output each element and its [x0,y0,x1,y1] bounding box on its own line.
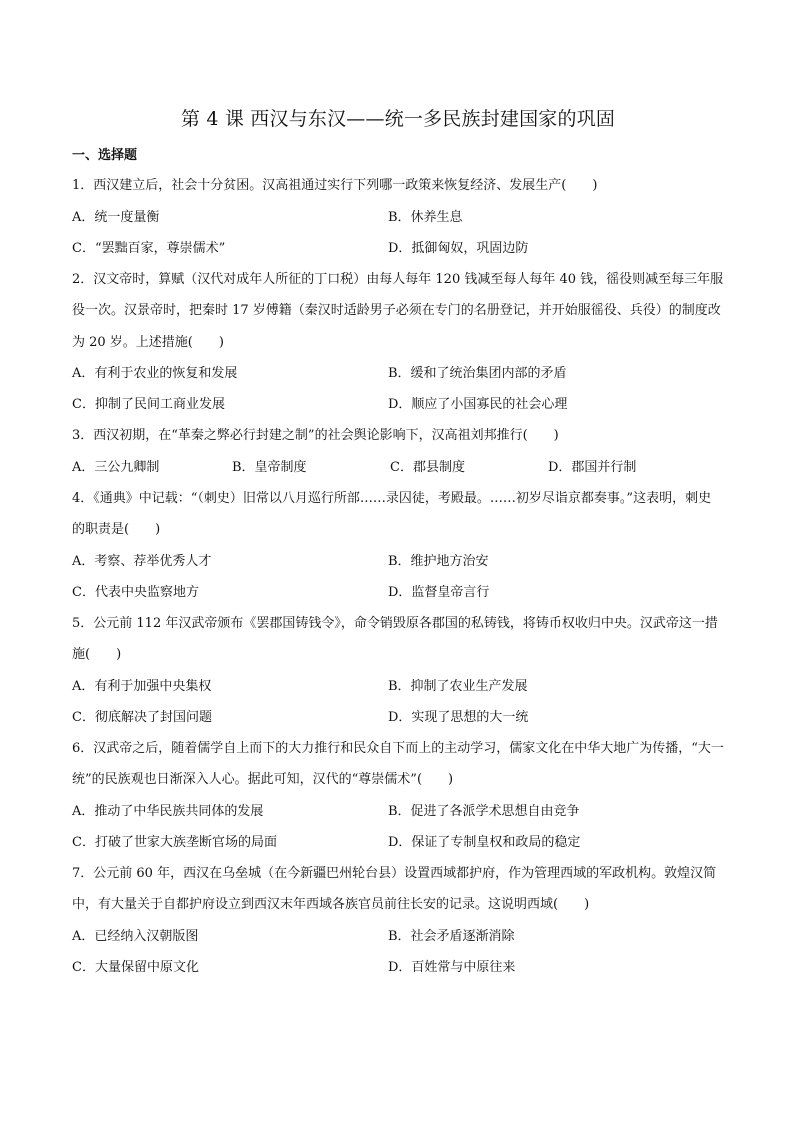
option-c: C．打破了世家大族垄断官场的局面 [72,834,277,850]
option-b: B．皇帝制度 [232,459,307,475]
option-a: A．推动了中华民族共同体的发展 [72,803,264,819]
question-1 [72,170,724,264]
option-a: A．有利于加强中央集权 [72,678,212,694]
option-a: A．三公九卿制 [72,459,160,475]
question-6 [72,733,724,858]
question-list [72,170,724,983]
option-b: B．抑制了农业生产发展 [388,678,528,694]
question-stem: 3．西汉初期，在“革秦之弊必行封建之制”的社会舆论影响下，汉高祖刘邦推行( ) [72,428,559,443]
options [72,671,724,733]
question-5 [72,608,724,733]
option-b: B．促进了各派学术思想自由竞争 [388,803,580,819]
option-c: C．抑制了民间工商业发展 [72,397,225,412]
option-d: D．郡国并行制 [548,459,637,475]
option-b: B．休养生息 [388,209,463,225]
question-7 [72,858,724,983]
option-a: A．有利于农业的恢复和发展 [72,366,238,381]
option-d: D．保证了专制皇权和政局的稳定 [388,834,581,850]
section-heading: 一、选择题 [72,148,138,163]
options [72,358,724,420]
options [72,796,724,858]
option-a: A．已经纳入汉朝版图 [72,928,199,944]
question-stem: 2．汉文帝时，算赋（汉代对成年人所征的丁口税）由每人每年 120 钱减至每人每年 40 钱，徭役则减至每三年服役一次。汉景帝时，把秦时 17 岁傅籍（秦汉时适龄男子必须在专门的名册登记，并开始服徭役、兵役）的制度改为 20 岁。上述措施( ) [72,271,724,350]
option-d: D．监督皇帝言行 [388,584,490,600]
option-c: C．代表中央监察地方 [72,584,199,600]
question-stem: 7．公元前 60 年，西汉在乌垒城（在今新疆巴州轮台县）设置西域都护府，作为管理西域的军政机构。敦煌汉简中，有大量关于自都护府设立到西汉末年西域各族官员前往长安的记录。这说明西域( ) [72,865,717,912]
options [72,921,724,983]
option-c: C．大量保留中原文化 [72,959,199,975]
page-title: 第 4 课 西汉与东汉——统一多民族封建国家的巩固 [180,108,616,130]
option-d: D．百姓常与中原往来 [388,959,516,975]
option-c: C．“罢黜百家，尊崇儒术” [72,240,226,256]
option-b: B．社会矛盾逐渐消除 [388,928,515,944]
option-a: A．统一度量衡 [72,209,160,225]
option-b: B．缓和了统治集团内部的矛盾 [388,366,567,381]
option-d: D．实现了思想的大一统 [388,709,529,725]
options [72,202,724,264]
question-stem: 1．西汉建立后，社会十分贫困。汉高祖通过实行下列哪一政策来恢复经济、发展生产( ) [72,178,598,193]
question-4 [72,483,724,608]
options [72,546,724,608]
question-3 [72,420,724,483]
option-d: D．顺应了小国寡民的社会心理 [388,397,568,412]
options [72,452,724,483]
question-stem: 5．公元前 112 年汉武帝颁布《罢郡国铸钱令》，命令销毁原各郡国的私铸钱，将铸币权收归中央。汉武帝这一措施( ) [72,615,718,662]
question-stem: 4．《通典》中记载：“（刺史）旧常以八月巡行所部……录囚徒，考殿最。……初岁尽诣京都奏事。”这表明，刺史的职责是( ) [72,490,712,537]
option-c: C．郡县制度 [390,459,465,475]
question-2 [72,264,724,421]
question-stem: 6．汉武帝之后，随着儒学自上而下的大力推行和民众自下而上的主动学习，儒家文化在中华大地广为传播，“大一统”的民族观也日渐深入人心。据此可知，汉代的“尊崇儒术”( ) [72,740,724,787]
option-b: B．维护地方治安 [388,553,489,569]
option-d: D．抵御匈奴，巩固边防 [388,240,529,256]
option-c: C．彻底解决了封国问题 [72,709,212,725]
option-a: A．考察、荐举优秀人才 [72,553,212,569]
